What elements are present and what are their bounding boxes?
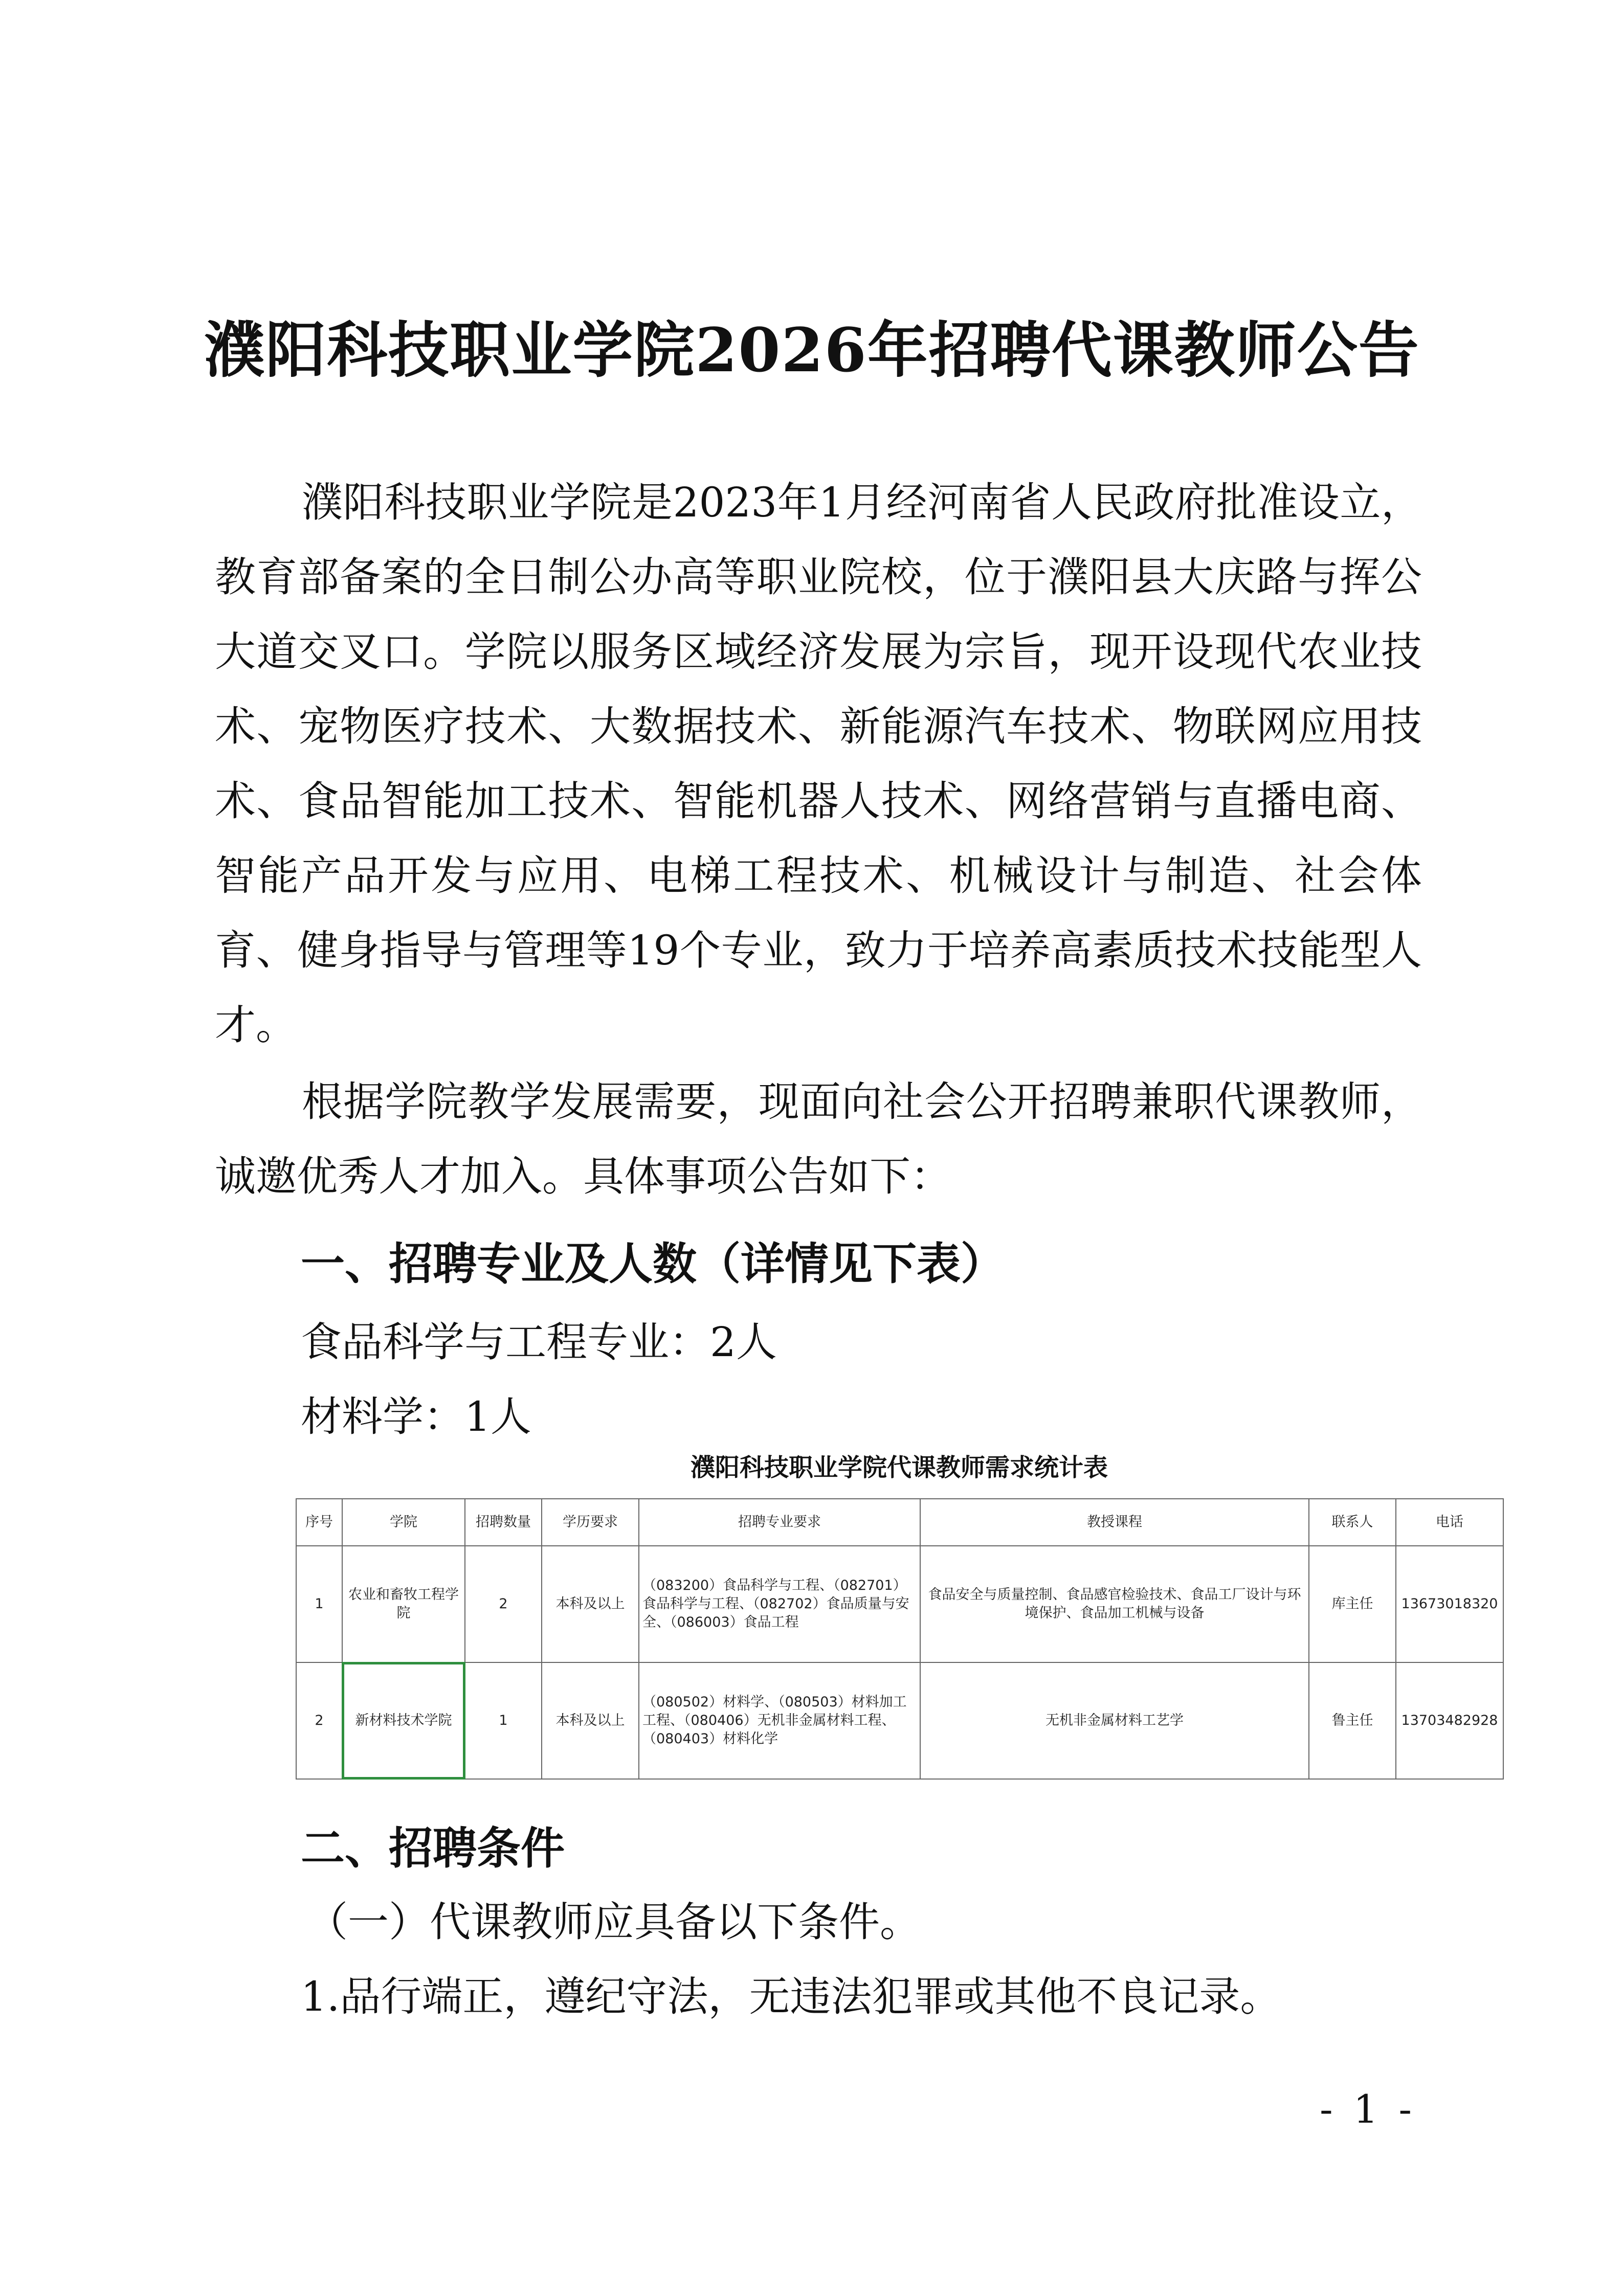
header-college: 学院 [342, 1499, 465, 1546]
purpose-paragraph: 根据学院教学发展需要，现面向社会公开招聘兼职代课教师，诚邀优秀人才加入。具体事项公告如下： [215, 1078, 1422, 1200]
section2-heading: 二、招聘条件 [301, 1823, 565, 1874]
cell-no: 2 [296, 1662, 342, 1779]
requirements-table [296, 1498, 1504, 1780]
header-major: 招聘专业要求 [639, 1499, 920, 1546]
section1-item-food-science: 食品科学与工程专业：2人 [301, 1318, 777, 1366]
section2-subheading: （一）代课教师应具备以下条件。 [307, 1898, 921, 1946]
table-title: 濮阳科技职业学院代课教师需求统计表 [690, 1453, 1108, 1482]
table-header-row [296, 1499, 1503, 1546]
cell-courses: 食品安全与质量控制、食品感官检验技术、食品工厂设计与环境保护、食品加工机械与设备 [920, 1546, 1309, 1662]
cell-college-selected: 新材料技术学院 [342, 1662, 465, 1779]
cell-major: （080502）材料学、（080503）材料加工工程、（080406）无机非金属材料工程、（080403）材料化学 [639, 1662, 920, 1779]
header-courses: 教授课程 [920, 1499, 1309, 1546]
header-count: 招聘数量 [465, 1499, 542, 1546]
cell-courses: 无机非金属材料工艺学 [920, 1662, 1309, 1779]
document-title: 濮阳科技职业学院2026年招聘代课教师公告 [204, 314, 1420, 386]
intro-paragraph: 濮阳科技职业学院是2023年1月经河南省人民政府批准设立，教育部备案的全日制公办高等职业院校，位于濮阳县大庆路与挥公大道交叉口。学院以服务区域经济发展为宗旨，现开设现代农业技术、宠物医疗技术、大数据技术、新能源汽车技术、物联网应用技术、食品智能加工技术、智能机器人技术、网络营销与直播电商、智能产品开发与应用、电梯工程技术、机械设计与制造、社会体育、健身指导与管理等19个专业，致力于培养高素质技术技能型人才。 [215, 479, 1422, 1049]
cell-college: 农业和畜牧工程学院 [342, 1546, 465, 1662]
cell-contact: 库主任 [1309, 1546, 1396, 1662]
table-row [296, 1546, 1503, 1662]
cell-no: 1 [296, 1546, 342, 1662]
cell-phone: 13673018320 [1396, 1546, 1503, 1662]
cell-contact: 鲁主任 [1309, 1662, 1396, 1779]
requirements-table-block [296, 1452, 1503, 1780]
cell-education: 本科及以上 [542, 1662, 639, 1779]
cell-education: 本科及以上 [542, 1546, 639, 1662]
header-phone: 电话 [1396, 1499, 1503, 1546]
cell-major: （083200）食品科学与工程、（082701）食品科学与工程、（082702）食品质量与安全、（086003）食品工程 [639, 1546, 920, 1662]
header-education: 学历要求 [542, 1499, 639, 1546]
cell-count: 1 [465, 1662, 542, 1779]
section1-item-materials: 材料学：1人 [301, 1393, 531, 1440]
table-row [296, 1662, 1503, 1779]
header-no: 序号 [296, 1499, 342, 1546]
page-number: - 1 - [1320, 2086, 1416, 2132]
header-contact: 联系人 [1309, 1499, 1396, 1546]
section2-item-1: 1.品行端正，遵纪守法，无违法犯罪或其他不良记录。 [301, 1973, 1281, 2020]
section1-heading: 一、招聘专业及人数（详情见下表） [301, 1239, 1005, 1290]
cell-phone: 13703482928 [1396, 1662, 1503, 1779]
cell-count: 2 [465, 1546, 542, 1662]
